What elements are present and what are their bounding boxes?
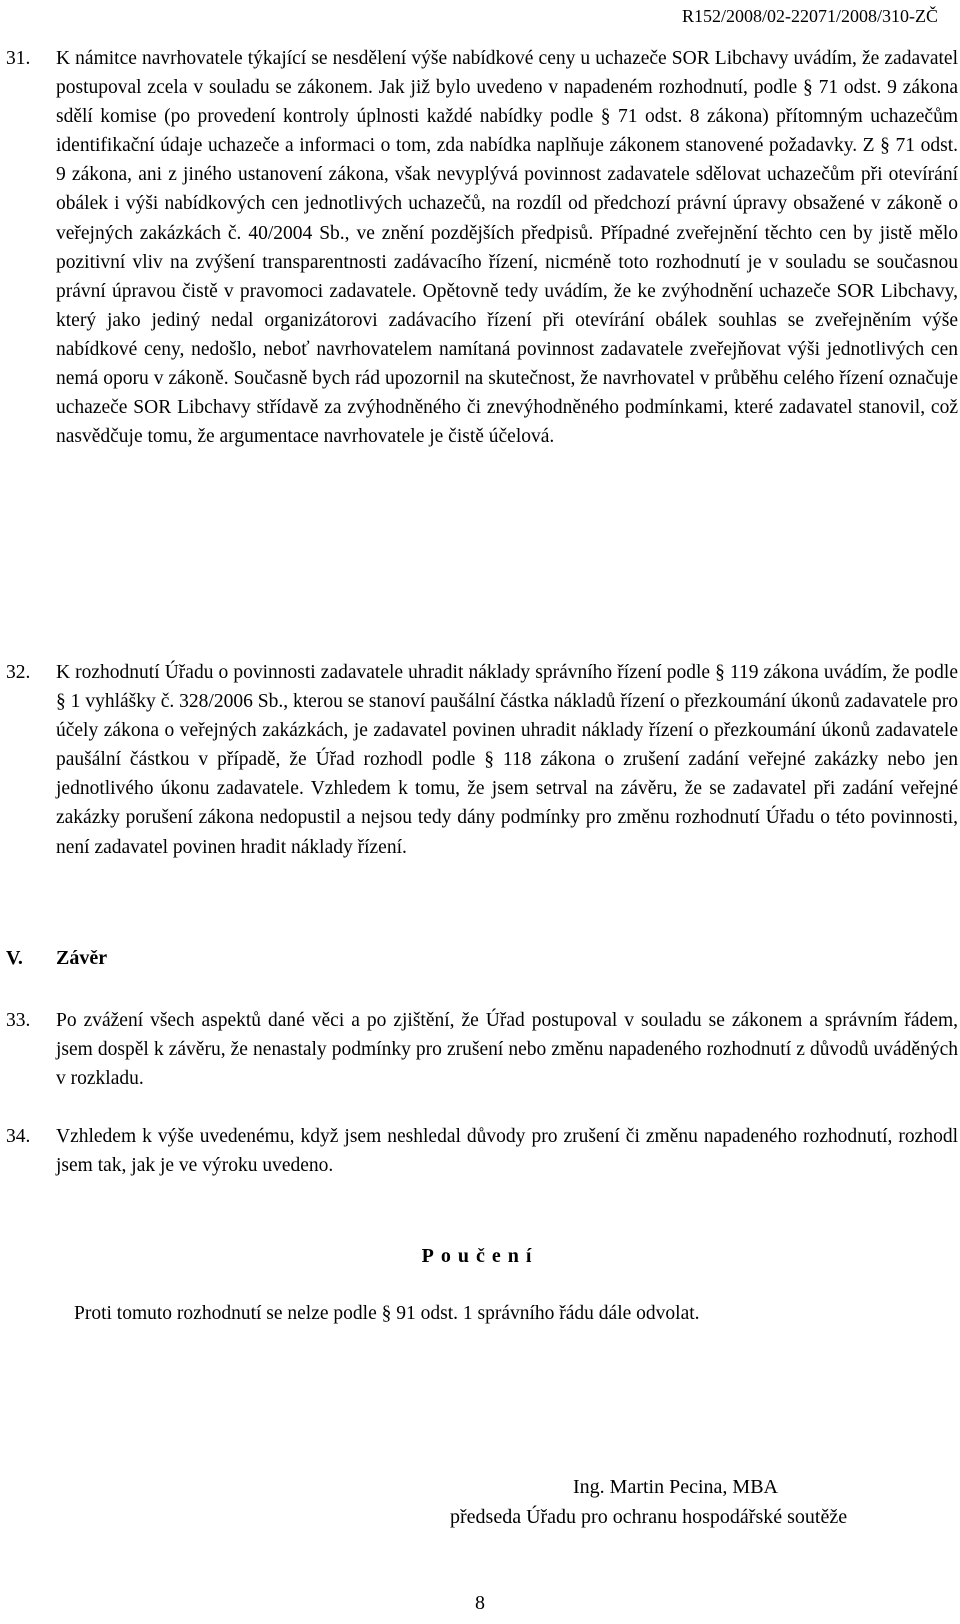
paragraph-34 xyxy=(6,1122,958,1180)
page-number: 8 xyxy=(475,1592,485,1614)
paragraph-32 xyxy=(6,658,958,862)
paragraph-number: 31. xyxy=(6,48,31,69)
section-number: V. xyxy=(6,947,23,969)
case-reference: R152/2008/02-22071/2008/310-ZČ xyxy=(682,6,938,26)
paragraph-number: 32. xyxy=(6,662,31,683)
signatory-title: předseda Úřadu pro ochranu hospodářské soutěže xyxy=(450,1506,848,1528)
paragraph-text: Po zvážení všech aspektů dané věci a po zjištění, že Úřad postupoval v souladu se zákonem a správním řádem, jsem dospěl k závěru, že nenastaly podmínky pro zrušení nebo změnu napadeného rozhodnutí z důvodů uváděných v rozkladu. xyxy=(56,1010,958,1090)
paragraph-text: Vzhledem k výše uvedenému, když jsem neshledal důvody pro zrušení či změnu napadeného rozhodnutí, rozhodl jsem tak, jak je ve výroku uvedeno. xyxy=(56,1126,958,1177)
instruction-text: Proti tomuto rozhodnutí se nelze podle § 91 odst. 1 správního řádu dále odvolat. xyxy=(74,1303,700,1324)
paragraph-text: K námitce navrhovatele týkající se nesdělení výše nabídkové ceny u uchazeče SOR Libchavy uvádím, že zadavatel postupoval zcela v souladu se zákonem. Jak již bylo uvedeno v napadeném rozhodnutí, podle § 71 odst. 9 zákona sdělí komise (po provedení kontroly úplnosti každé nabídky podle § 71 odst. 8 zákona) přítomným uchazečům identifikační údaje uchazeče a informaci o tom, zda nabídka naplňuje zákonem stanovené požadavky. Z § 71 odst. 9 zákona, ani z jiného ustanovení zákona, však nevyplývá povinnost zadavatele sdělovat uchazečům při otevírání obálek i výši nabídkových cen jednotlivých uchazečů, na rozdíl od předchozí právní úpravy obsažené v zákoně o veřejných zakázkách č. 40/2004 Sb., ve znění pozdějších předpisů. Případné zveřejnění těchto cen by jistě mělo pozitivní vliv na zvýšení transparentnosti zadávacího řízení, nicméně toto rozhodnutí je v souladu se současnou právní úpravou čistě v pravomoci zadavatele. Opětovně tedy uvádím, že ke zvýhodnění uchazeče SOR Libchavy, který jako jediný nedal organizátorovi zadávacího řízení při otevírání obálek souhlas se zveřejněním výše nabídkové ceny, nedošlo, neboť navrhovatelem namítaná povinnost zadavatele zveřejňovat výši jednotlivých cen nemá oporu v zákoně. Současně bych rád upozornil na skutečnost, že navrhovatel v průběhu celého řízení označuje uchazeče SOR Libchavy střídavě za zvýhodněného či znevýhodněného podmínkami, které zadavatel stanovil, což nasvědčuje tomu, že argumentace navrhovatele je čistě účelová. xyxy=(56,48,958,448)
paragraph-31 xyxy=(6,44,958,451)
instruction-heading: Poučení xyxy=(421,1245,539,1267)
paragraph-number: 34. xyxy=(6,1126,31,1147)
paragraph-33 xyxy=(6,1006,958,1093)
signatory-name: Ing. Martin Pecina, MBA xyxy=(573,1476,778,1498)
paragraph-text: K rozhodnutí Úřadu o povinnosti zadavatele uhradit náklady správního řízení podle § 119 zákona uvádím, že podle § 1 vyhlášky č. 328/2006 Sb., kterou se stanoví paušální částka nákladů řízení o přezkoumání úkonů zadavatele pro účely zákona o veřejných zakázkách, je zadavatel povinen uhradit náklady řízení o přezkoumání úkonů zadavatele paušální částkou v případě, že Úřad rozhodl podle § 118 zákona o zrušení zadání veřejné zakázky nebo jen jednotlivého úkonu zadavatele. Vzhledem k tomu, že jsem setrval na závěru, že se zadavatel při zadání veřejné zakázky porušení zákona nedopustil a nejsou tedy dány podmínky pro změnu rozhodnutí Úřadu o této povinnosti, není zadavatel povinen hradit náklady řízení. xyxy=(56,662,958,858)
section-title: Závěr xyxy=(56,947,108,969)
section-heading xyxy=(6,944,107,973)
paragraph-number: 33. xyxy=(6,1010,31,1031)
